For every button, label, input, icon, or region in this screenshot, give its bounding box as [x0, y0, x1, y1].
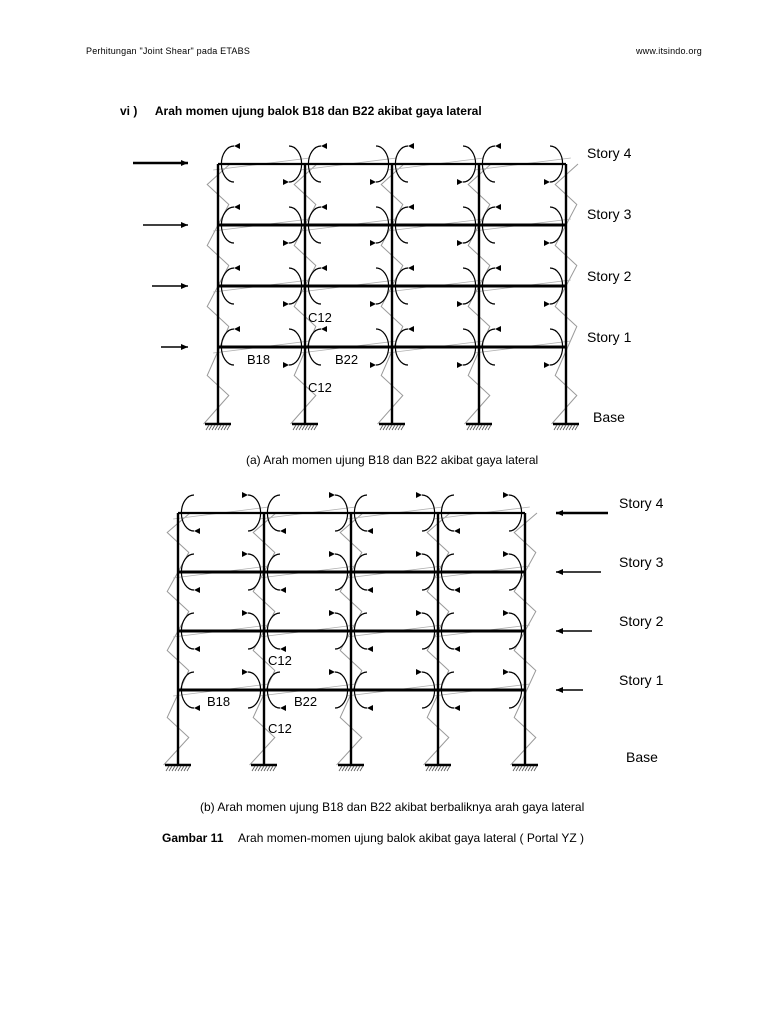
- caption-a: (a) Arah momen ujung B18 dan B22 akibat gaya lateral: [246, 453, 539, 467]
- support-hatch: [447, 766, 450, 771]
- moment-arrow-head: [454, 528, 460, 534]
- moment-arrow-head: [370, 179, 376, 185]
- moment-arrow-head: [280, 528, 286, 534]
- support-hatch: [525, 766, 528, 771]
- moment-arrow-head: [321, 204, 327, 210]
- beam-label-b18: B18: [247, 352, 271, 367]
- moment-arrow-head: [544, 301, 550, 307]
- support-hatch: [479, 425, 482, 430]
- moment-arrow-head: [321, 265, 327, 271]
- support-hatch: [212, 425, 215, 430]
- support-hatch: [488, 425, 491, 430]
- support-hatch: [531, 766, 534, 771]
- figure-text: Arah momen-momen ujung balok akibat gaya lateral ( Portal YZ ): [238, 831, 584, 845]
- moment-arrow-head: [457, 362, 463, 368]
- moment-arrow-head: [495, 326, 501, 332]
- support-hatch: [224, 425, 227, 430]
- support-hatch: [299, 425, 302, 430]
- support-hatch: [227, 425, 230, 430]
- moment-arrow-head: [234, 265, 240, 271]
- support-hatch: [215, 425, 218, 430]
- support-hatch: [467, 425, 470, 430]
- moment-arrow-head: [370, 362, 376, 368]
- moment-arrow-head: [416, 551, 422, 557]
- base-label: Base: [626, 749, 658, 765]
- moment-arrow-head: [454, 705, 460, 711]
- support-hatch: [311, 425, 314, 430]
- moment-arrow-head: [242, 669, 248, 675]
- support-hatch: [293, 425, 296, 430]
- page-header-title: Perhitungan "Joint Shear" pada ETABS: [86, 46, 251, 56]
- support-hatch: [206, 425, 209, 430]
- support-hatch: [516, 766, 519, 771]
- column-label-c12-lower: C12: [268, 721, 292, 736]
- moment-arrow-head: [280, 587, 286, 593]
- figure-caption: [162, 831, 584, 845]
- moment-arrow-head: [194, 528, 200, 534]
- beam-label-b22: B22: [335, 352, 359, 367]
- support-hatch: [314, 425, 317, 430]
- support-hatch: [264, 766, 267, 771]
- moment-arrow-head: [416, 610, 422, 616]
- column-label-c12-upper: C12: [308, 310, 332, 325]
- support-hatch: [348, 766, 351, 771]
- support-hatch: [444, 766, 447, 771]
- support-hatch: [575, 425, 578, 430]
- moment-arrow-head: [408, 326, 414, 332]
- moment-arrow-head: [457, 301, 463, 307]
- story-label-3: Story 3: [619, 554, 664, 570]
- support-hatch: [360, 766, 363, 771]
- moment-arrow-head: [242, 551, 248, 557]
- support-hatch: [270, 766, 273, 771]
- story-label-4: Story 4: [587, 145, 632, 161]
- moment-arrow-head: [234, 143, 240, 149]
- arrow-head: [181, 344, 188, 350]
- moment-arrow-head: [283, 240, 289, 246]
- moment-arrow-head: [329, 610, 335, 616]
- support-hatch: [470, 425, 473, 430]
- support-hatch: [569, 425, 572, 430]
- column-label-c12-lower: C12: [308, 380, 332, 395]
- moment-arrow-head: [283, 362, 289, 368]
- support-hatch: [476, 425, 479, 430]
- moment-arrow-head: [234, 326, 240, 332]
- support-hatch: [380, 425, 383, 430]
- story-label-3: Story 3: [587, 206, 632, 222]
- moment-arrow-head: [283, 301, 289, 307]
- support-hatch: [534, 766, 537, 771]
- support-hatch: [178, 766, 181, 771]
- moment-arrow-head: [329, 551, 335, 557]
- moment-arrow-head: [194, 646, 200, 652]
- moment-arrow-head: [408, 143, 414, 149]
- section-title: Arah momen ujung balok B18 dan B22 akibat gaya lateral: [154, 104, 482, 118]
- moment-arrow-head: [194, 705, 200, 711]
- support-hatch: [302, 425, 305, 430]
- support-hatch: [560, 425, 563, 430]
- beam-label-b18: B18: [207, 694, 231, 709]
- moment-arrow-head: [544, 362, 550, 368]
- support-hatch: [513, 766, 516, 771]
- moment-arrow-head: [242, 492, 248, 498]
- moment-arrow-head: [503, 669, 509, 675]
- support-hatch: [528, 766, 531, 771]
- arrow-head: [181, 283, 188, 289]
- support-hatch: [305, 425, 308, 430]
- support-hatch: [563, 425, 566, 430]
- moment-arrow-head: [242, 610, 248, 616]
- support-hatch: [435, 766, 438, 771]
- support-hatch: [438, 766, 441, 771]
- section-heading: [120, 104, 482, 118]
- support-hatch: [395, 425, 398, 430]
- moment-arrow-head: [283, 179, 289, 185]
- support-hatch: [187, 766, 190, 771]
- story-label-2: Story 2: [619, 613, 664, 629]
- moment-arrow-head: [234, 204, 240, 210]
- support-hatch: [308, 425, 311, 430]
- moment-arrow-head: [416, 492, 422, 498]
- page-header-url: www.itsindo.org: [635, 46, 702, 56]
- moment-arrow-head: [370, 301, 376, 307]
- support-hatch: [485, 425, 488, 430]
- support-hatch: [209, 425, 212, 430]
- moment-arrow-head: [367, 646, 373, 652]
- caption-b: (b) Arah momen ujung B18 dan B22 akibat berbaliknya arah gaya lateral: [200, 800, 585, 814]
- support-hatch: [357, 766, 360, 771]
- story-label-2: Story 2: [587, 268, 632, 284]
- base-label: Base: [593, 409, 625, 425]
- moment-arrow-head: [329, 669, 335, 675]
- support-hatch: [519, 766, 522, 771]
- support-hatch: [181, 766, 184, 771]
- support-hatch: [432, 766, 435, 771]
- support-hatch: [398, 425, 401, 430]
- support-hatch: [426, 766, 429, 771]
- support-hatch: [342, 766, 345, 771]
- arrow-head: [556, 569, 563, 575]
- moment-arrow-head: [544, 240, 550, 246]
- moment-arrow-head: [367, 705, 373, 711]
- support-hatch: [258, 766, 261, 771]
- support-hatch: [441, 766, 444, 771]
- support-hatch: [221, 425, 224, 430]
- moment-arrow-head: [503, 551, 509, 557]
- support-hatch: [383, 425, 386, 430]
- support-hatch: [566, 425, 569, 430]
- support-hatch: [166, 766, 169, 771]
- support-hatch: [572, 425, 575, 430]
- arrow-head: [181, 222, 188, 228]
- support-hatch: [554, 425, 557, 430]
- moment-arrow-head: [495, 204, 501, 210]
- arrow-head: [556, 687, 563, 693]
- story-label-1: Story 1: [619, 672, 664, 688]
- arrow-head: [556, 510, 563, 516]
- moment-arrow-head: [321, 326, 327, 332]
- support-hatch: [255, 766, 258, 771]
- support-hatch: [473, 425, 476, 430]
- support-hatch: [252, 766, 255, 771]
- support-hatch: [392, 425, 395, 430]
- moment-arrow-head: [194, 587, 200, 593]
- support-hatch: [522, 766, 525, 771]
- moment-arrow-head: [503, 492, 509, 498]
- moment-arrow-head: [280, 705, 286, 711]
- section-number: vi ): [120, 104, 138, 118]
- moment-arrow-head: [367, 528, 373, 534]
- support-hatch: [184, 766, 187, 771]
- moment-arrow-head: [454, 587, 460, 593]
- moment-arrow-head: [495, 143, 501, 149]
- support-hatch: [386, 425, 389, 430]
- moment-arrow-head: [408, 265, 414, 271]
- support-hatch: [267, 766, 270, 771]
- moment-arrow-head: [370, 240, 376, 246]
- frame-diagram-b: [0, 480, 768, 800]
- support-hatch: [482, 425, 485, 430]
- moment-arrow-head: [321, 143, 327, 149]
- moment-arrow-head: [280, 646, 286, 652]
- arrow-head: [181, 160, 188, 166]
- support-hatch: [175, 766, 178, 771]
- support-hatch: [389, 425, 392, 430]
- moment-arrow-head: [457, 179, 463, 185]
- support-hatch: [401, 425, 404, 430]
- support-hatch: [557, 425, 560, 430]
- support-hatch: [169, 766, 172, 771]
- moment-arrow-head: [367, 587, 373, 593]
- support-hatch: [261, 766, 264, 771]
- support-hatch: [296, 425, 299, 430]
- beam-label-b22: B22: [294, 694, 318, 709]
- moment-arrow-head: [454, 646, 460, 652]
- support-hatch: [172, 766, 175, 771]
- moment-arrow-head: [416, 669, 422, 675]
- figure-label: Gambar 11: [162, 831, 224, 845]
- support-hatch: [351, 766, 354, 771]
- story-label-4: Story 4: [619, 495, 664, 511]
- support-hatch: [218, 425, 221, 430]
- story-label-1: Story 1: [587, 329, 632, 345]
- support-hatch: [273, 766, 276, 771]
- moment-arrow-head: [329, 492, 335, 498]
- moment-arrow-head: [457, 240, 463, 246]
- column-label-c12-upper: C12: [268, 653, 292, 668]
- moment-arrow-head: [503, 610, 509, 616]
- support-hatch: [339, 766, 342, 771]
- support-hatch: [429, 766, 432, 771]
- frame-diagram-a: [0, 130, 768, 460]
- arrow-head: [556, 628, 563, 634]
- moment-arrow-head: [408, 204, 414, 210]
- moment-arrow-head: [544, 179, 550, 185]
- moment-arrow-head: [495, 265, 501, 271]
- support-hatch: [354, 766, 357, 771]
- support-hatch: [345, 766, 348, 771]
